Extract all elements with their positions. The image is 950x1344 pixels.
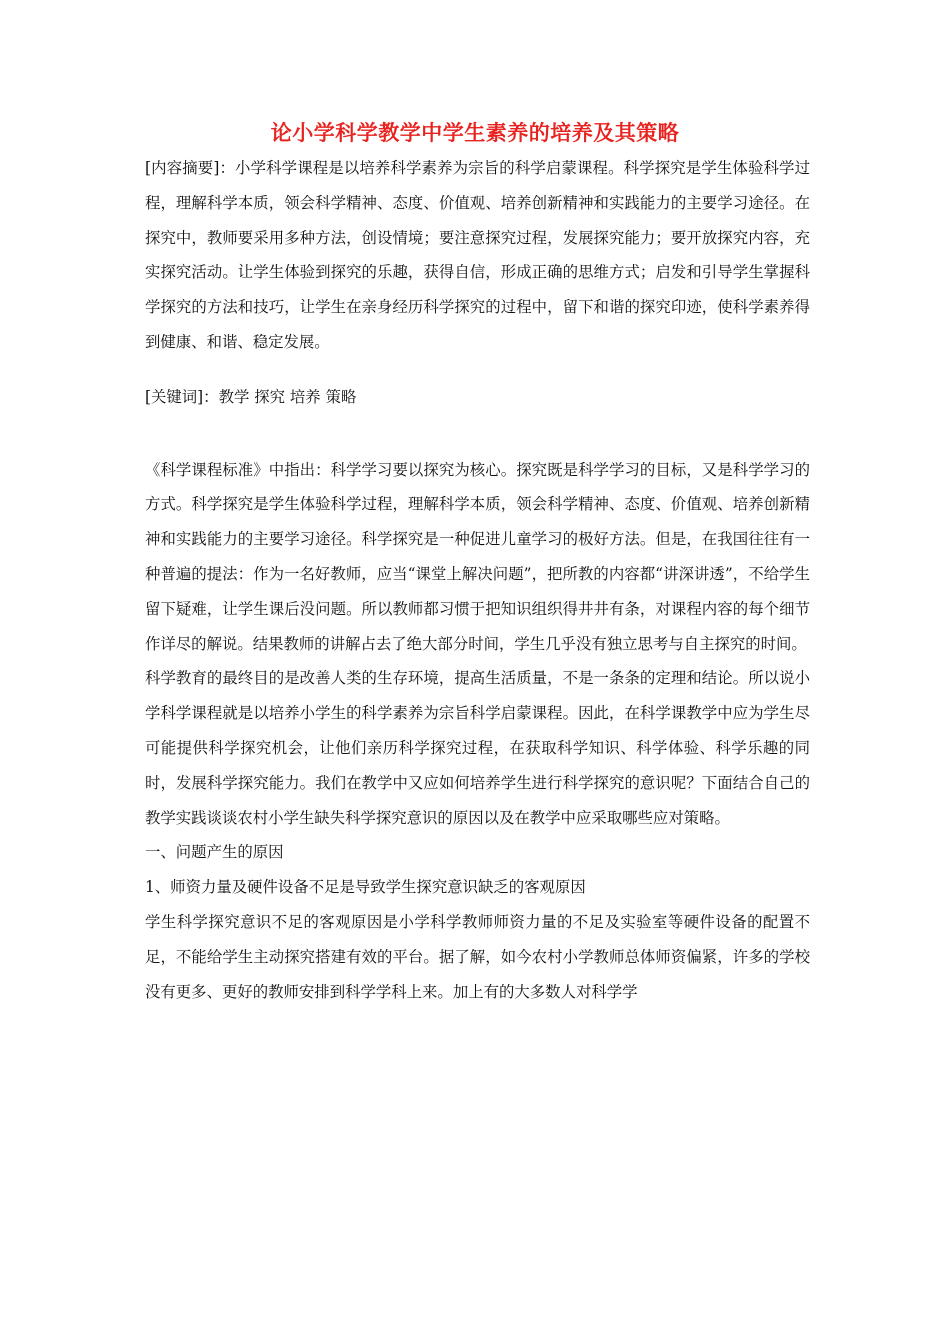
keywords-line: [关键词]：教学 探究 培养 策略 xyxy=(145,387,357,406)
body-paragraph-3: 学生科学探究意识不足的客观原因是小学科学教师师资力量的不足及实验室等硬件设备的配置不足，不能给学生主动探究搭建有效的平台。据了解，如今农村小学教师总体师资偏紧，许多的学校没有更多、更好的教师安排到科学学科上来。加上有的大多数人对科学学 xyxy=(145,912,810,1001)
spacer xyxy=(145,360,810,380)
body-paragraph-1: 《科学课程标准》中指出：科学学习要以探究为核心。探究既是科学学习的目标，又是科学学习的方式。科学探究是学生体验科学过程，理解科学本质，领会科学精神、态度、价值观、培养创新精神和实践能力的主要学习途径。科学探究是一种促进儿童学习的极好方法。但是，在我国往往有一种普遍的提法：作为一名好教师，应当“课堂上解决问题”，把所教的内容都“讲深讲透”，不给学生留下疑难，让学生课后没问题。所以教师都习惯于把知识组织得井井有条，对课程内容的每个细节作详尽的解说。结果教师的讲解占去了绝大部分时间，学生几乎没有独立思考与自主探究的时间。 xyxy=(145,460,810,653)
document-body xyxy=(145,151,810,1009)
body-paragraph-2: 科学教育的最终目的是改善人类的生存环境，提高生活质量，不是一条条的定理和结论。所以说小学科学课程就是以培养小学生的科学素养为宗旨科学启蒙课程。因此，在科学课教学中应为学生尽可能提供科学探究机会，让他们亲历科学探究过程，在获取科学知识、科学体验、科学乐趣的同时，发展科学探究能力。我们在教学中又应如何培养学生进行科学探究的意识呢？下面结合自己的教学实践谈谈农村小学生缺失科学探究意识的原因以及在教学中应采取哪些应对策略。 xyxy=(145,669,810,827)
subsection-heading-1: 1、师资力量及硬件设备不足是导致学生探究意识缺乏的客观原因 xyxy=(145,878,586,897)
abstract-paragraph: [内容摘要]：小学科学课程是以培养科学素养为宗旨的科学启蒙课程。科学探究是学生体验科学过程，理解科学本质，领会科学精神、态度、价值观、培养创新精神和实践能力的主要学习途径。在探究中，教师要采用多种方法，创设情境；要注意探究过程，发展探究能力；要开放探究内容，充实探究活动。让学生体验到探究的乐趣，获得自信，形成正确的思维方式；启发和引导学生掌握科学探究的方法和技巧，让学生在亲身经历科学探究的过程中，留下和谐的探究印迹，使科学素养得到健康、和谐、稳定发展。 xyxy=(145,159,810,351)
document-title: 论小学科学教学中学生素养的培养及其策略 xyxy=(270,120,680,145)
spacer xyxy=(145,415,810,453)
section-heading-1: 一、问题产生的原因 xyxy=(145,843,284,862)
